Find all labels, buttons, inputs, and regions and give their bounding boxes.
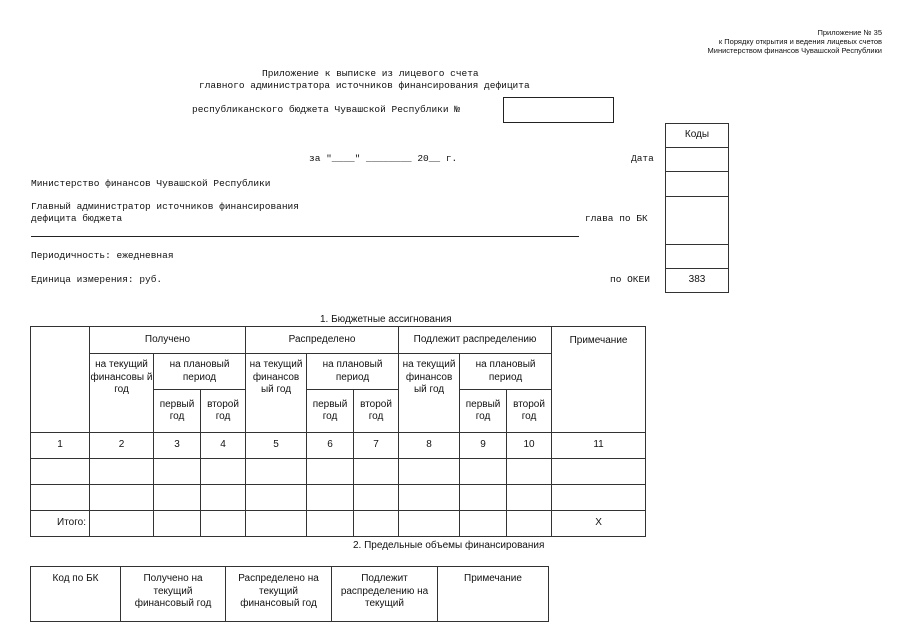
col-number: 3 — [154, 433, 201, 459]
code-blank-cell[interactable] — [666, 172, 729, 197]
col-number: 1 — [31, 433, 90, 459]
date-label: Дата — [631, 153, 654, 164]
distributed-first-year: первый год — [307, 390, 354, 433]
ministry-name: Министерство финансов Чувашской Республики — [31, 178, 271, 189]
group-to-distribute-header: Подлежит распределению — [399, 327, 552, 354]
col-number: 5 — [246, 433, 307, 459]
group-distributed-header: Распределено — [246, 327, 399, 354]
total-cell[interactable] — [307, 511, 354, 537]
table-cell[interactable] — [201, 459, 246, 485]
okei-label: по ОКЕИ — [610, 274, 650, 285]
header-received-current — [121, 567, 226, 622]
header-note — [438, 567, 549, 622]
date-line: за "____" ________ 20__ г. — [309, 153, 458, 164]
total-row — [31, 511, 646, 537]
table-cell[interactable] — [552, 485, 646, 511]
appendix-line-2: к Порядку открытия и ведения лицевых счетов — [718, 37, 882, 46]
title-line-2: главного администратора источников финансирования дефицита — [199, 80, 530, 91]
table-cell[interactable] — [307, 485, 354, 511]
appendix-note — [708, 28, 882, 55]
table-cell[interactable] — [201, 485, 246, 511]
col-number: 11 — [552, 433, 646, 459]
table-cell[interactable] — [507, 485, 552, 511]
to-distribute-current-year — [399, 354, 460, 433]
header-note-text: Примечание — [464, 573, 522, 584]
code-blank-cell-2[interactable] — [666, 245, 729, 269]
codes-table — [665, 123, 729, 293]
col-number: 4 — [201, 433, 246, 459]
code-chapter-cell[interactable] — [666, 197, 729, 245]
received-planned — [154, 354, 246, 390]
table-row — [31, 459, 646, 485]
note-header — [552, 327, 646, 433]
to-distribute-planned — [460, 354, 552, 390]
table-cell[interactable] — [552, 459, 646, 485]
received-first-year: первый год — [154, 390, 201, 433]
total-cell[interactable] — [154, 511, 201, 537]
table-row — [31, 485, 646, 511]
appendix-line-3: Министерством финансов Чувашской Республики — [707, 46, 882, 55]
chapter-label: глава по БК — [585, 213, 648, 224]
table-cell[interactable] — [90, 459, 154, 485]
periodicity: Периодичность: ежедневная — [31, 250, 174, 261]
code-date-cell[interactable] — [666, 148, 729, 172]
total-cell[interactable] — [246, 511, 307, 537]
note-header-text: Примечание — [569, 335, 628, 346]
distributed-planned-text: на плановый период — [322, 359, 383, 383]
header-to-distribute-current — [332, 567, 438, 622]
table-cell[interactable] — [460, 485, 507, 511]
group-received-header: Получено — [90, 327, 246, 354]
table-cell[interactable] — [460, 459, 507, 485]
total-note: Х — [552, 511, 646, 537]
admin-line-2: дефицита бюджета — [31, 213, 123, 224]
received-current-year — [90, 354, 154, 433]
to-distribute-planned-text: на плановый период — [475, 359, 536, 383]
received-planned-text: на плановый период — [169, 359, 230, 383]
table-cell[interactable] — [154, 459, 201, 485]
table-cell[interactable] — [246, 459, 307, 485]
received-current-year-text: на текущий финансовы й год — [90, 359, 153, 395]
table-cell[interactable] — [154, 485, 201, 511]
to-distribute-first-year: первый год — [460, 390, 507, 433]
table-cell[interactable] — [31, 485, 90, 511]
total-cell[interactable] — [90, 511, 154, 537]
header-distributed-current — [226, 567, 332, 622]
distributed-second-year: второй год — [354, 390, 399, 433]
col-number: 8 — [399, 433, 460, 459]
table-cell[interactable] — [399, 485, 460, 511]
admin-underline — [31, 236, 579, 237]
col-number: 2 — [90, 433, 154, 459]
unit-of-measure: Единица измерения: руб. — [31, 274, 163, 285]
to-distribute-current-year-text: на текущий финансов ый год — [402, 359, 456, 395]
distributed-current-year — [246, 354, 307, 433]
account-number-box[interactable] — [503, 97, 614, 123]
col-number: 6 — [307, 433, 354, 459]
table-cell[interactable] — [399, 459, 460, 485]
header-received-current-text: Получено на текущий финансовый год — [134, 573, 212, 609]
header-code-bk — [31, 567, 121, 622]
section-2-title: 2. Предельные объемы финансирования — [353, 540, 545, 551]
table-cell[interactable] — [307, 459, 354, 485]
to-distribute-second-year: второй год — [507, 390, 552, 433]
title-line-1: Приложение к выписке из лицевого счета — [262, 68, 479, 79]
table-cell[interactable] — [354, 459, 399, 485]
total-cell[interactable] — [399, 511, 460, 537]
total-cell[interactable] — [507, 511, 552, 537]
admin-line-1: Главный администратор источников финансирования — [31, 201, 299, 212]
appendix-line-1: Приложение № 35 — [817, 28, 882, 37]
financing-limits-table — [30, 566, 549, 622]
header-code-bk-text: Код по БК — [52, 573, 99, 584]
col-number: 10 — [507, 433, 552, 459]
title-line-3: республиканского бюджета Чувашской Республики № — [192, 104, 460, 115]
total-label: Итого: — [31, 511, 90, 537]
total-cell[interactable] — [460, 511, 507, 537]
header-to-distribute-current-text: Подлежит распределению на текущий — [340, 573, 429, 609]
col-number: 7 — [354, 433, 399, 459]
col-number: 9 — [460, 433, 507, 459]
distributed-planned — [307, 354, 399, 390]
table-cell[interactable] — [507, 459, 552, 485]
table-cell[interactable] — [246, 485, 307, 511]
table-cell[interactable] — [31, 459, 90, 485]
total-cell[interactable] — [201, 511, 246, 537]
table-cell[interactable] — [90, 485, 154, 511]
section-1-title: 1. Бюджетные ассигнования — [320, 314, 452, 325]
header-distributed-current-text: Распределено на текущий финансовый год — [238, 573, 319, 609]
distributed-current-year-text: на текущий финансов ый год — [249, 359, 303, 395]
budget-allocations-table — [30, 326, 646, 537]
codes-header: Коды — [666, 124, 729, 148]
table-cell[interactable] — [354, 485, 399, 511]
column-numbers-row — [31, 433, 646, 459]
total-cell[interactable] — [354, 511, 399, 537]
col-1-header — [31, 327, 90, 433]
code-okei-cell: 383 — [666, 269, 729, 293]
received-second-year: второй год — [201, 390, 246, 433]
